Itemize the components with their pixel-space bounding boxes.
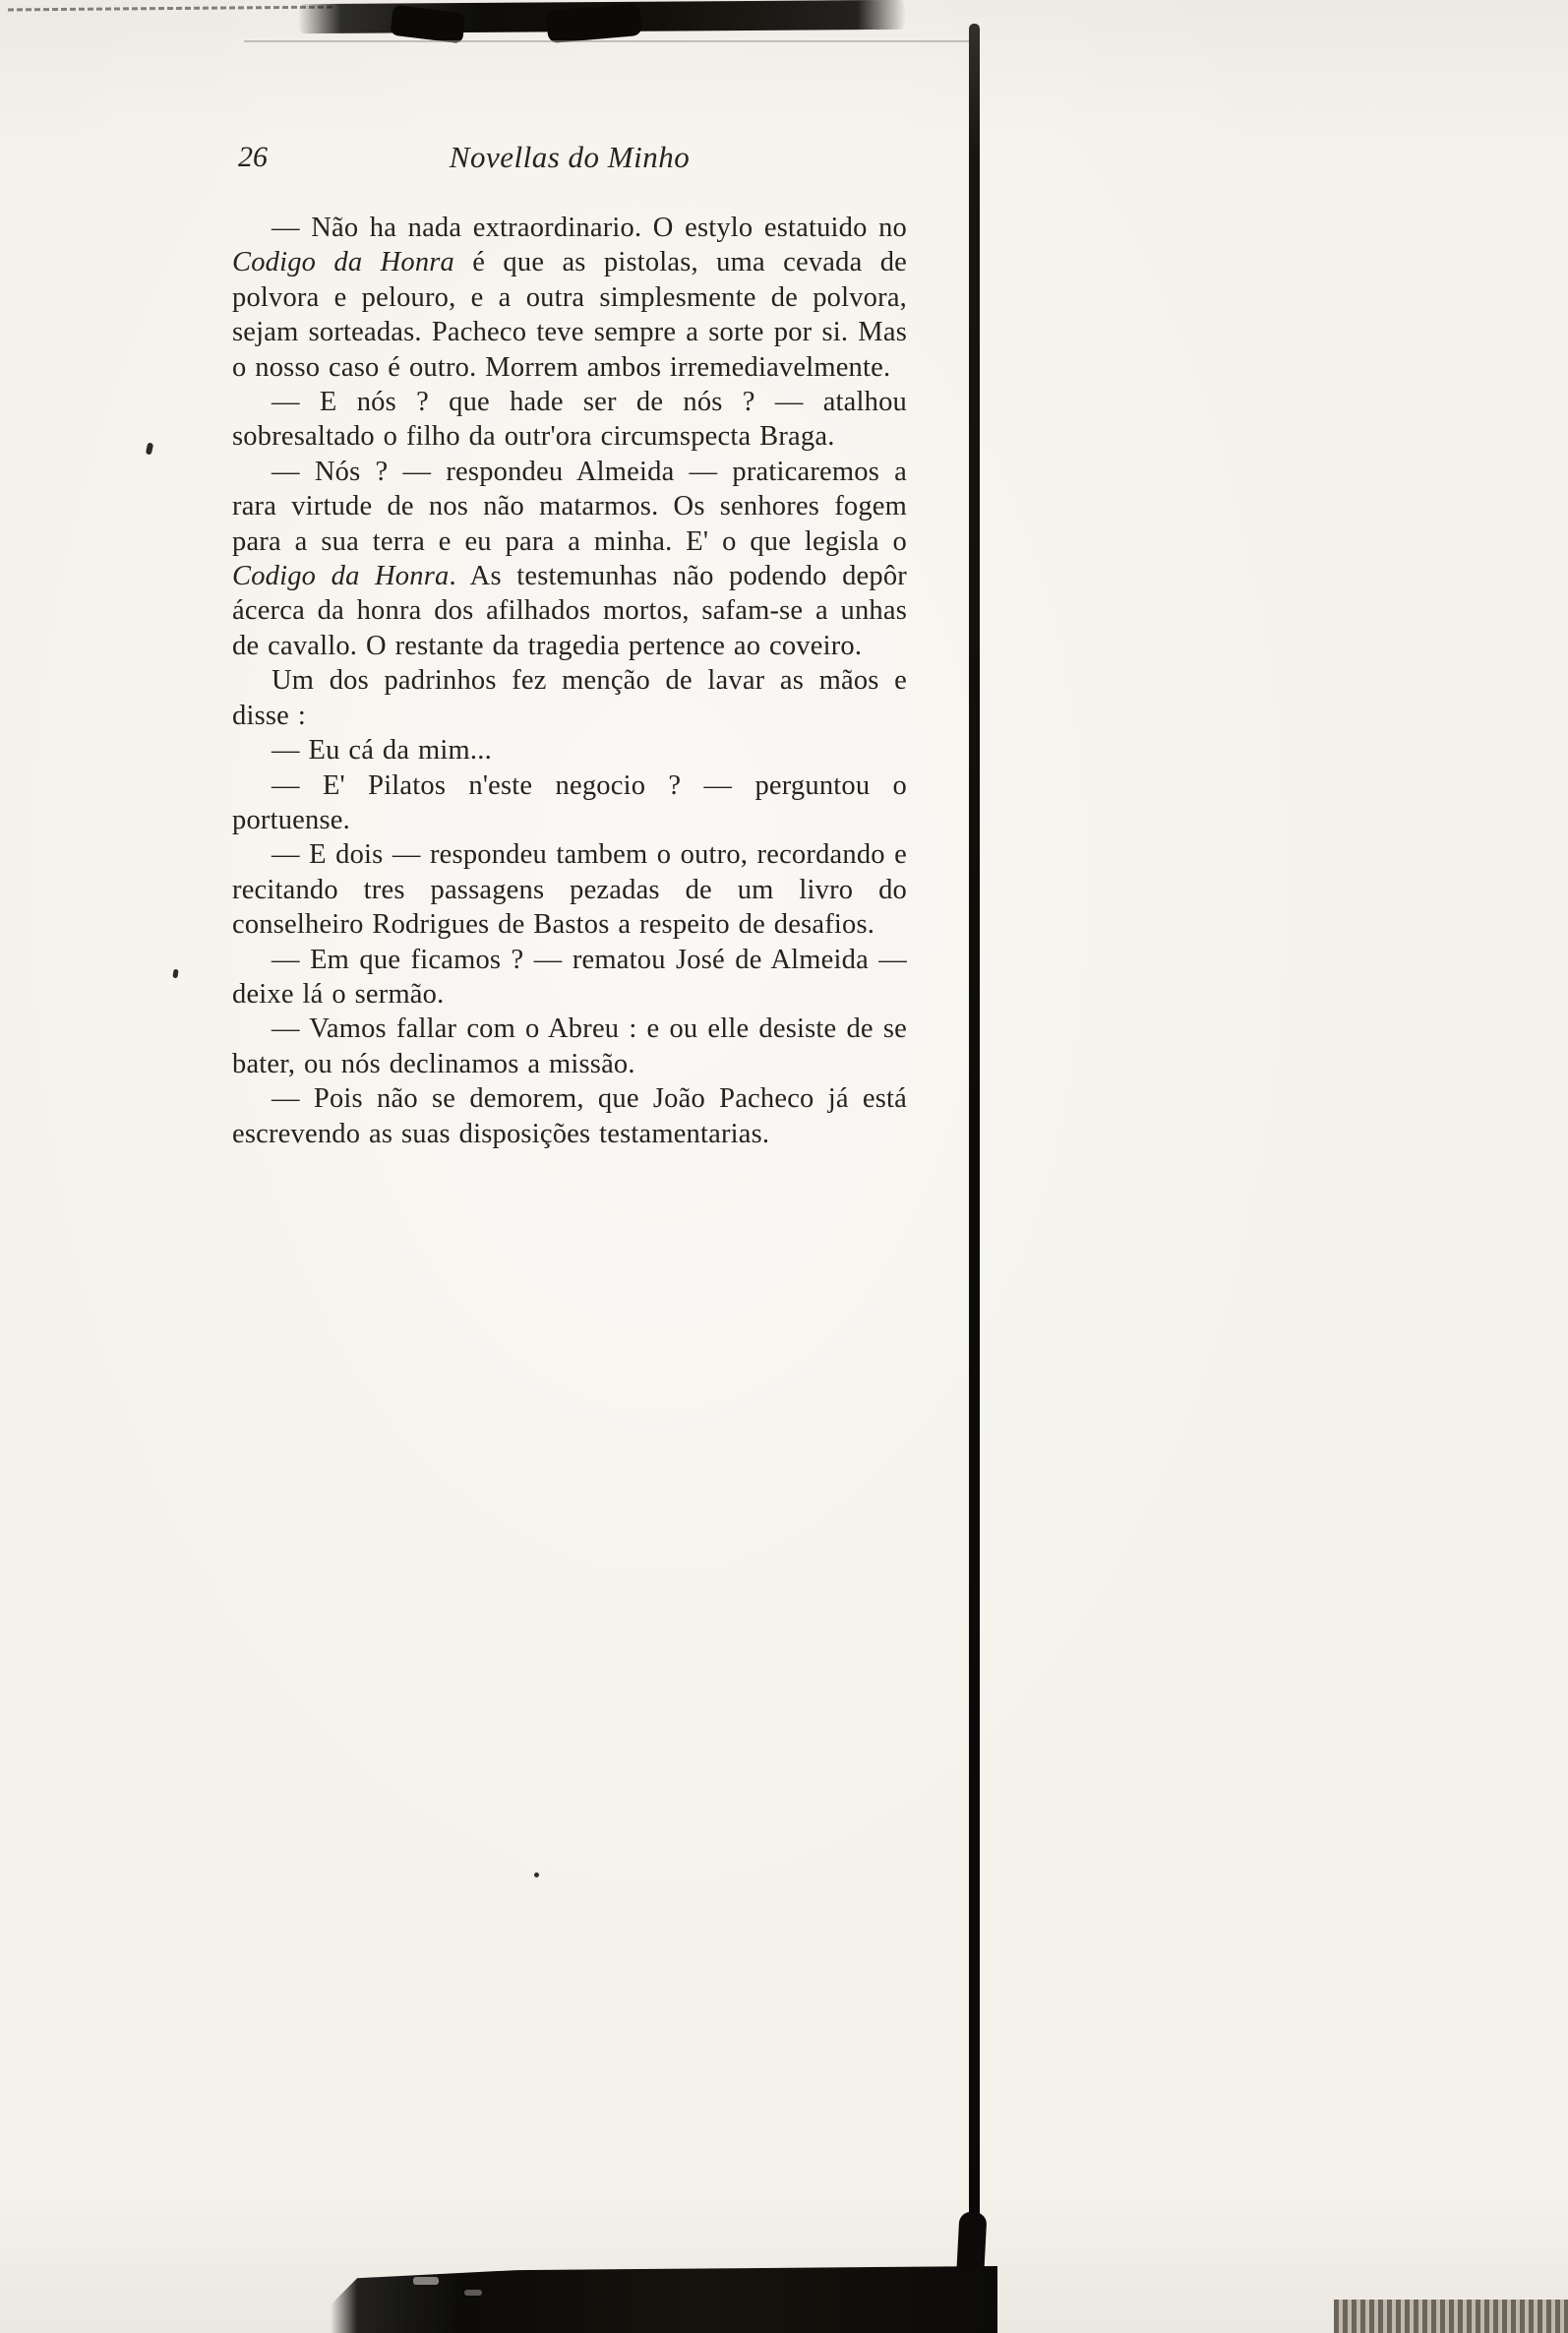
paragraph bbox=[232, 1012, 907, 1081]
paragraph bbox=[232, 943, 907, 1013]
page-number: 26 bbox=[238, 141, 268, 173]
page-content bbox=[232, 140, 907, 1151]
text-run: . As testemunhas não podendo depôr ácerca da honra dos afilhados mortos, safam-se a unhas de cavallo. O restante da tragedia pertence ao coveiro. bbox=[232, 561, 907, 661]
paragraph bbox=[232, 768, 907, 838]
paragraph bbox=[232, 733, 907, 767]
paragraph bbox=[232, 385, 907, 455]
page-binding-shadow bbox=[969, 24, 980, 2281]
text-run: — Nós ? — respondeu Almeida — praticaremos a rara virtude de nos não matarmos. Os senhores fogem para a sua terra e eu para a minha. E' o que legisla o bbox=[232, 456, 907, 557]
text-run: — E' Pilatos n'este negocio ? — perguntou o portuense. bbox=[232, 769, 907, 835]
text-run: — E nós ? que hade ser de nós ? — atalhou sobresaltado o filho da outr'ora circumspecta Braga. bbox=[232, 387, 907, 453]
ink-speck bbox=[534, 1873, 539, 1877]
paragraph bbox=[232, 211, 907, 385]
scan-artifact-bottom-slit bbox=[464, 2290, 482, 2296]
text-body bbox=[232, 211, 907, 1151]
italic-text-run: Codigo da Honra bbox=[232, 561, 450, 592]
text-run: — Não ha nada extraordinario. O estylo estatuido no bbox=[271, 213, 907, 243]
text-run: — Vamos fallar com o Abreu : e ou elle desiste de se bater, ou nós declinamos a missão. bbox=[232, 1013, 907, 1079]
scan-artifact-top-dashes bbox=[8, 6, 332, 12]
paragraph bbox=[232, 1081, 907, 1151]
paragraph bbox=[232, 455, 907, 663]
ink-speck bbox=[146, 443, 153, 456]
page-header bbox=[232, 140, 907, 183]
text-run: Um dos padrinhos fez menção de lavar as mãos e disse : bbox=[232, 665, 907, 731]
scan-artifact-top-rule bbox=[244, 40, 972, 42]
paragraph bbox=[232, 837, 907, 942]
text-run: — Eu cá da mim... bbox=[271, 735, 492, 767]
text-run: — Em que ficamos ? — rematou José de Almeida — deixe lá o sermão. bbox=[232, 944, 907, 1010]
scan-artifact-bottom-texture bbox=[1334, 2300, 1568, 2333]
scan-artifact-bottom-slit bbox=[413, 2277, 439, 2285]
ink-speck bbox=[172, 969, 178, 979]
paragraph bbox=[232, 663, 907, 733]
text-run: — Pois não se demorem, que João Pacheco já está escrevendo as suas disposições testamentarias. bbox=[232, 1083, 907, 1149]
italic-text-run: Codigo da Honra bbox=[232, 247, 455, 278]
scan-artifact-top-blob bbox=[546, 3, 643, 43]
running-title: Novellas do Minho bbox=[449, 140, 691, 174]
text-run: é que as pistolas, uma cevada de polvora e pelouro, e a outra simplesmente de polvora, sejam sorteadas. Pacheco teve sempre a sorte por si. Mas o nosso caso é outro. Morrem ambos irremediavelmente. bbox=[232, 247, 907, 383]
text-run: — E dois — respondeu tambem o outro, recordando e recitando tres passagens pezadas de um livro do conselheiro Rodrigues de Bastos a respeito de desafios. bbox=[232, 839, 907, 941]
